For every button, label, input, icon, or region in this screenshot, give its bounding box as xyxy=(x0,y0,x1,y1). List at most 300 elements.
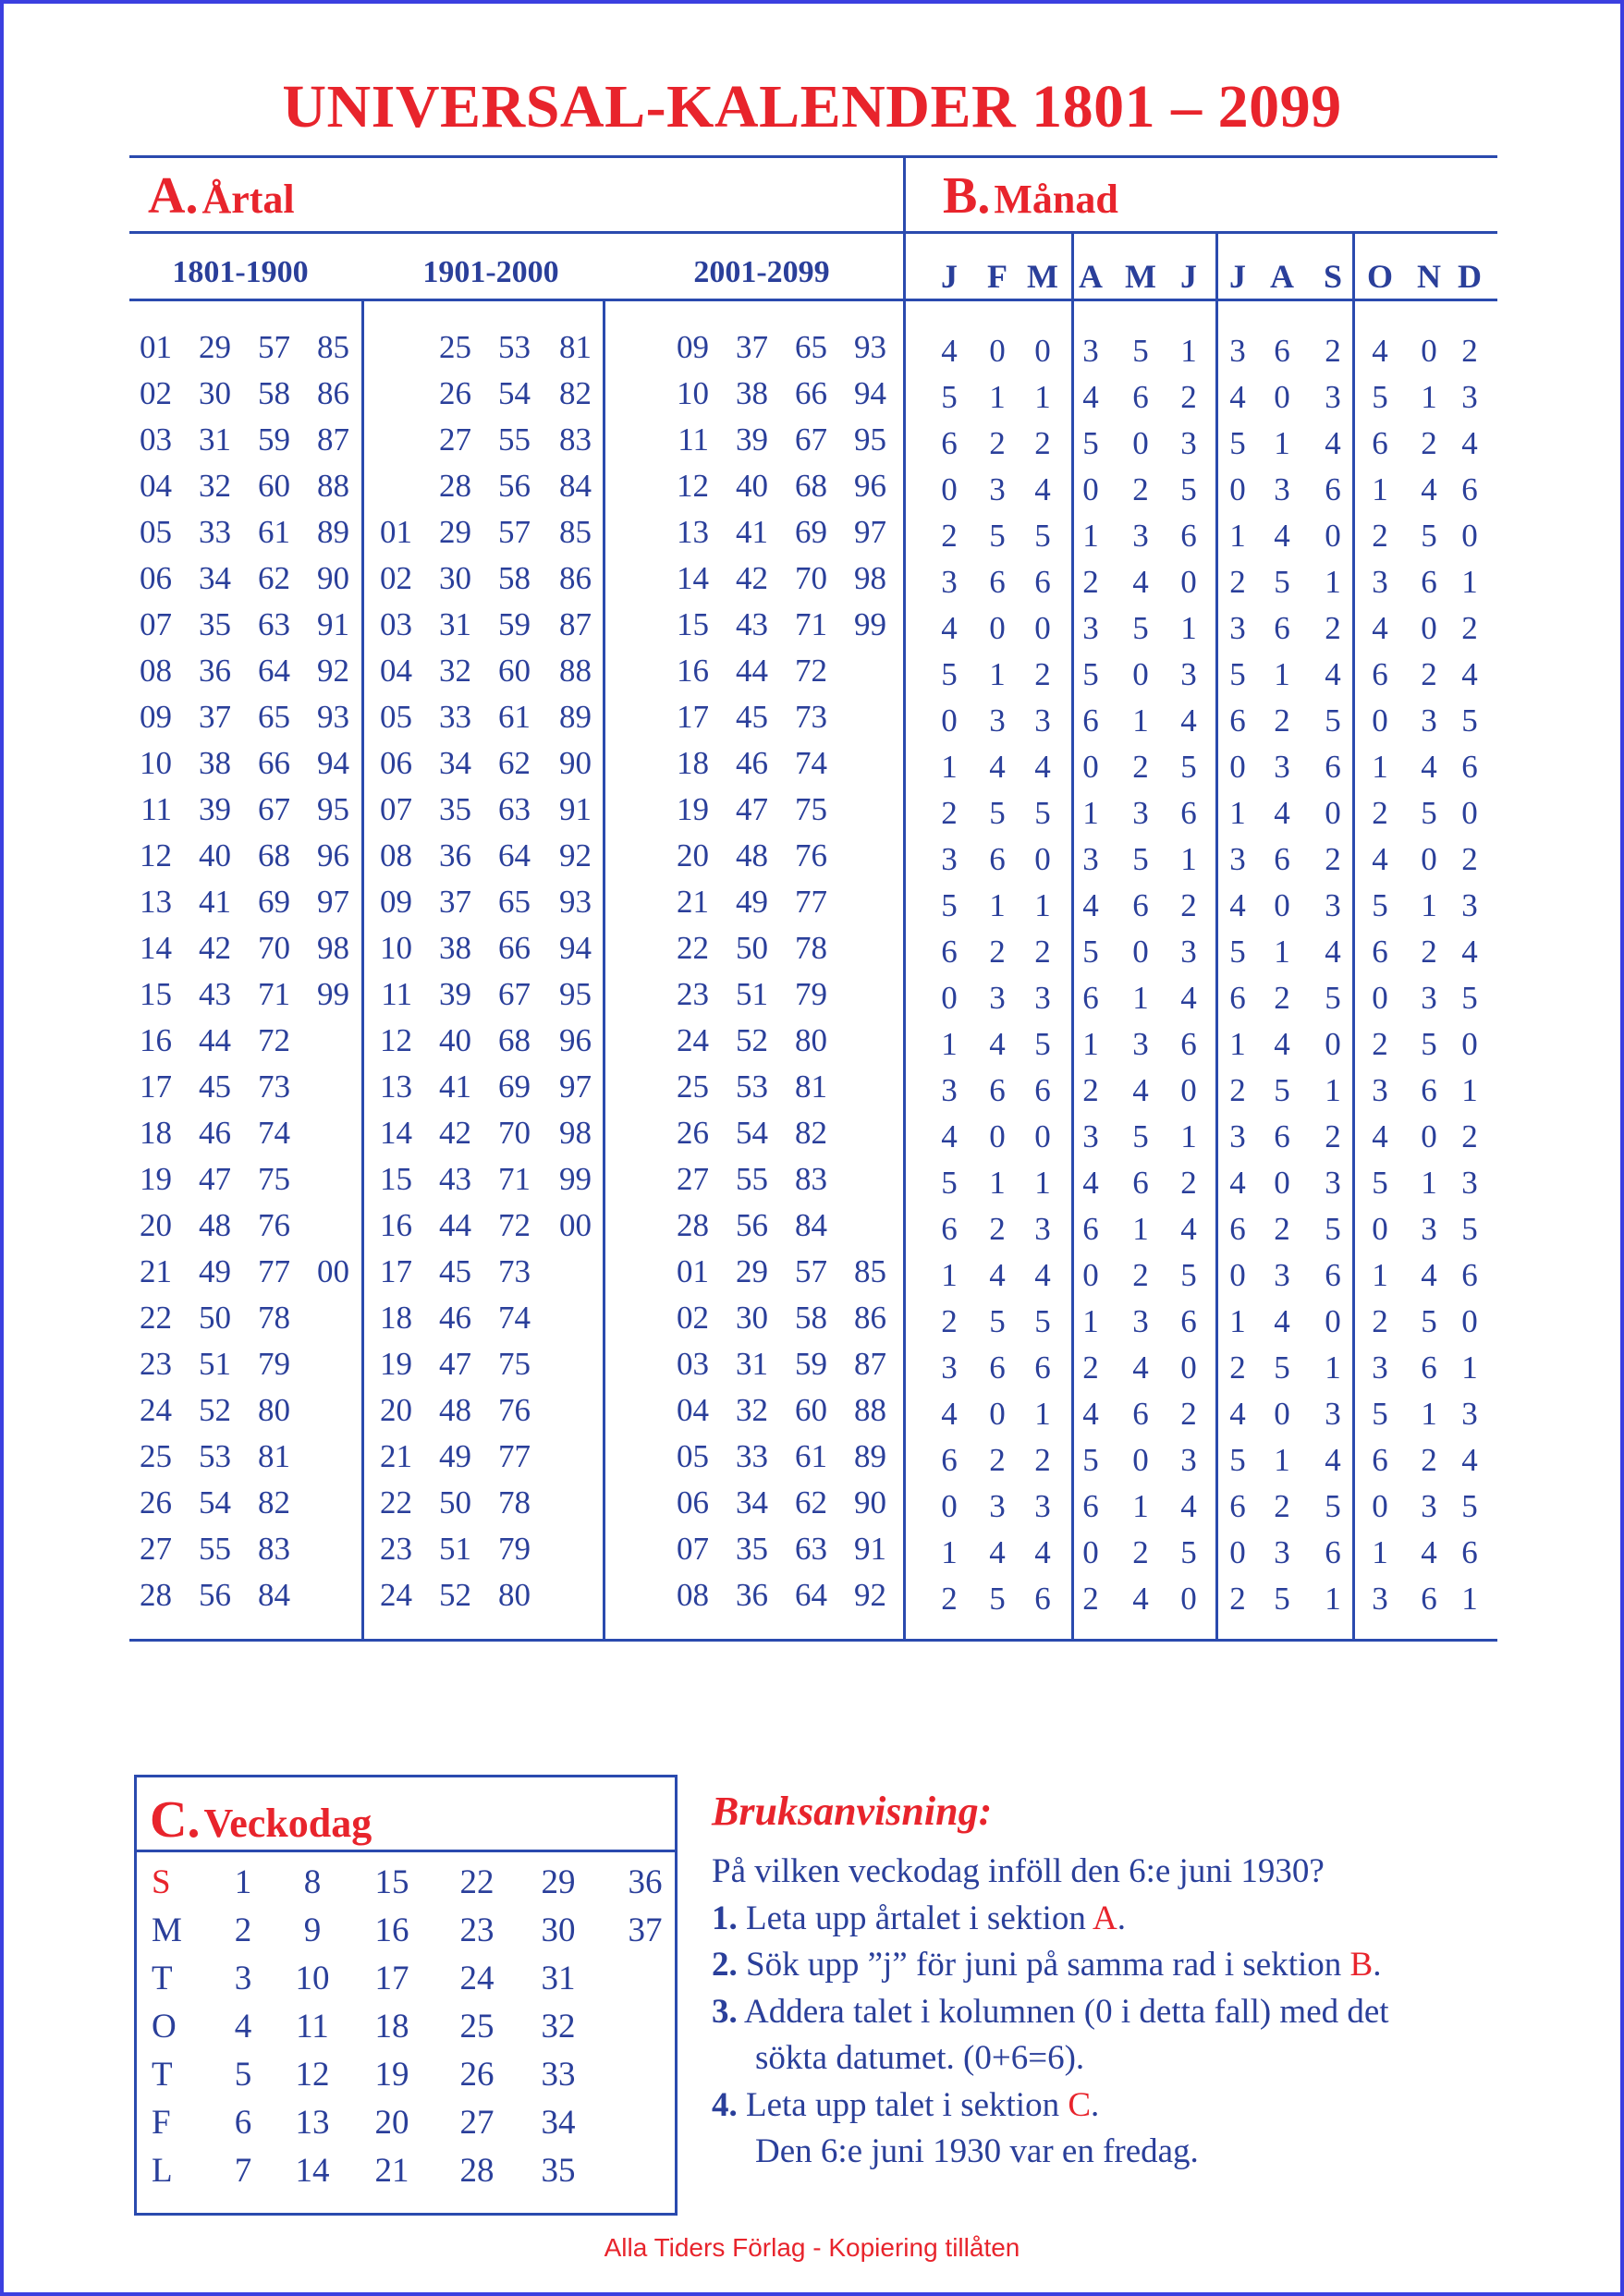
year-cell: 76 xyxy=(795,837,827,873)
month-cell: 5 xyxy=(1132,333,1149,369)
month-cell: 0 xyxy=(1132,1442,1149,1478)
year-cell: 62 xyxy=(498,745,531,781)
year-cell: 58 xyxy=(795,1300,827,1336)
weekday-number: 29 xyxy=(541,1863,576,1901)
month-header: S xyxy=(1323,258,1343,295)
month-cell: 4 xyxy=(1034,1257,1051,1293)
year-cell: 53 xyxy=(498,329,531,365)
month-cell: 5 xyxy=(1034,795,1051,831)
month-cell: 5 xyxy=(1180,471,1197,507)
year-cell: 68 xyxy=(258,837,290,873)
year-cell: 90 xyxy=(317,560,349,596)
month-cell: 6 xyxy=(1372,425,1388,461)
month-cell: 2 xyxy=(1180,1165,1197,1201)
month-cell: 1 xyxy=(1461,1072,1478,1108)
month-cell: 4 xyxy=(1229,887,1246,923)
month-cell: 4 xyxy=(1325,1442,1341,1478)
month-group-divider-2 xyxy=(1215,231,1218,1639)
weekday-number: 30 xyxy=(541,1911,576,1949)
year-cell: 70 xyxy=(795,560,827,596)
month-cell: 5 xyxy=(1082,656,1099,692)
month-cell: 4 xyxy=(1274,518,1290,554)
month-cell: 5 xyxy=(1229,1442,1246,1478)
month-cell: 6 xyxy=(1082,702,1099,739)
year-cell: 71 xyxy=(795,606,827,642)
year-cell: 23 xyxy=(380,1531,412,1567)
year-cell: 98 xyxy=(559,1115,592,1151)
month-cell: 0 xyxy=(1034,1118,1051,1154)
month-cell: 3 xyxy=(1421,1211,1437,1247)
year-cell: 73 xyxy=(498,1253,531,1289)
weekday-number: 8 xyxy=(303,1863,322,1901)
month-cell: 0 xyxy=(1180,1581,1197,1617)
month-cell: 2 xyxy=(1325,610,1341,646)
month-cell: 5 xyxy=(1082,1442,1099,1478)
year-cell: 25 xyxy=(677,1069,709,1105)
month-cell: 2 xyxy=(1372,518,1388,554)
month-cell: 1 xyxy=(1274,1442,1290,1478)
year-cell: 17 xyxy=(380,1253,412,1289)
year-cell: 54 xyxy=(199,1484,231,1520)
year-cell: 17 xyxy=(677,699,709,735)
month-cell: 6 xyxy=(1229,1488,1246,1524)
month-cell: 0 xyxy=(1082,471,1099,507)
month-cell: 3 xyxy=(1372,1350,1388,1386)
month-cell: 0 xyxy=(1082,749,1099,785)
month-cell: 5 xyxy=(1421,518,1437,554)
month-cell: 0 xyxy=(1274,379,1290,415)
month-cell: 5 xyxy=(1421,1303,1437,1339)
col-header-1801-1900: 1801-1900 xyxy=(172,255,309,289)
section-c-box xyxy=(134,1775,678,2216)
year-cell: 87 xyxy=(854,1346,886,1382)
month-cell: 5 xyxy=(1274,1581,1290,1617)
year-cell: 73 xyxy=(258,1069,290,1105)
month-cell: 3 xyxy=(1229,610,1246,646)
month-cell: 0 xyxy=(1461,1303,1478,1339)
month-cell: 6 xyxy=(989,564,1006,600)
year-cell: 75 xyxy=(498,1346,531,1382)
year-cell: 42 xyxy=(199,930,231,966)
month-cell: 5 xyxy=(1034,518,1051,554)
year-cell: 18 xyxy=(380,1300,412,1336)
weekday-number: 31 xyxy=(541,1960,576,1997)
year-cell: 40 xyxy=(439,1022,471,1058)
year-cell: 33 xyxy=(199,514,231,550)
month-group-divider-3 xyxy=(1352,231,1355,1639)
year-cell: 98 xyxy=(854,560,886,596)
year-cell: 48 xyxy=(439,1392,471,1428)
year-cell: 26 xyxy=(677,1115,709,1151)
month-cell: 6 xyxy=(1372,934,1388,970)
month-cell: 0 xyxy=(1229,1257,1246,1293)
month-cell: 4 xyxy=(1082,379,1099,415)
year-cell: 84 xyxy=(258,1577,290,1613)
year-cell: 00 xyxy=(559,1207,592,1243)
year-cell: 15 xyxy=(140,976,172,1012)
month-cell: 6 xyxy=(1274,1118,1290,1154)
year-cell: 79 xyxy=(258,1346,290,1382)
year-cell: 89 xyxy=(317,514,349,550)
month-cell: 1 xyxy=(1180,610,1197,646)
month-cell: 5 xyxy=(1461,1488,1478,1524)
month-cell: 6 xyxy=(1421,1581,1437,1617)
year-cell: 16 xyxy=(380,1207,412,1243)
month-cell: 4 xyxy=(1132,1072,1149,1108)
year-cell: 99 xyxy=(854,606,886,642)
weekday-number: 1 xyxy=(234,1863,252,1901)
month-cell: 1 xyxy=(989,1165,1006,1201)
month-cell: 1 xyxy=(1034,887,1051,923)
month-cell: 1 xyxy=(1325,564,1341,600)
month-cell: 0 xyxy=(941,702,958,739)
month-cell: 6 xyxy=(941,1211,958,1247)
year-cell: 64 xyxy=(795,1577,827,1613)
weekday-number: 15 xyxy=(374,1863,409,1901)
month-cell: 6 xyxy=(1034,1350,1051,1386)
year-cell: 51 xyxy=(439,1531,471,1567)
year-cell: 35 xyxy=(199,606,231,642)
month-cell: 6 xyxy=(1132,887,1149,923)
weekday-number: 22 xyxy=(459,1863,495,1901)
year-cell: 44 xyxy=(439,1207,471,1243)
month-cell: 0 xyxy=(1372,980,1388,1016)
year-cell: 45 xyxy=(439,1253,471,1289)
month-cell: 4 xyxy=(1132,1581,1149,1617)
month-cell: 1 xyxy=(941,1257,958,1293)
month-cell: 6 xyxy=(1132,379,1149,415)
month-cell: 4 xyxy=(1180,1211,1197,1247)
month-cell: 3 xyxy=(1034,1211,1051,1247)
section-c-header xyxy=(150,1790,372,1850)
month-cell: 5 xyxy=(1132,1118,1149,1154)
year-cell: 41 xyxy=(736,514,768,550)
year-cell: 24 xyxy=(140,1392,172,1428)
year-cell: 89 xyxy=(854,1438,886,1474)
year-cell: 71 xyxy=(498,1161,531,1197)
month-cell: 5 xyxy=(941,656,958,692)
month-cell: 1 xyxy=(1372,749,1388,785)
step-2-number: 2. xyxy=(712,1946,738,1984)
month-cell: 2 xyxy=(1180,379,1197,415)
month-cell: 2 xyxy=(1274,702,1290,739)
weekday-number: 11 xyxy=(296,2008,329,2046)
month-cell: 2 xyxy=(989,1442,1006,1478)
year-cell: 09 xyxy=(140,699,172,735)
month-cell: 2 xyxy=(1132,1534,1149,1570)
year-cell: 89 xyxy=(559,699,592,735)
month-cell: 0 xyxy=(1132,656,1149,692)
month-cell: 6 xyxy=(1372,656,1388,692)
month-cell: 3 xyxy=(989,471,1006,507)
year-cell: 41 xyxy=(439,1069,471,1105)
year-cell: 06 xyxy=(140,560,172,596)
month-header: F xyxy=(987,258,1007,295)
weekday-number: 17 xyxy=(374,1960,409,1997)
month-cell: 4 xyxy=(1082,1165,1099,1201)
month-cell: 6 xyxy=(1325,749,1341,785)
year-cell: 66 xyxy=(498,930,531,966)
year-cell: 18 xyxy=(677,745,709,781)
year-cell: 94 xyxy=(317,745,349,781)
month-cell: 2 xyxy=(1082,1072,1099,1108)
year-cell: 29 xyxy=(736,1253,768,1289)
step-2-ref: B xyxy=(1349,1946,1374,1984)
month-cell: 4 xyxy=(1372,333,1388,369)
month-cell: 3 xyxy=(1180,656,1197,692)
year-cell: 97 xyxy=(854,514,886,550)
month-cell: 5 xyxy=(941,1165,958,1201)
year-cell: 02 xyxy=(380,560,412,596)
month-cell: 4 xyxy=(1132,1350,1149,1386)
month-cell: 3 xyxy=(1034,980,1051,1016)
year-cell: 95 xyxy=(559,976,592,1012)
month-cell: 3 xyxy=(1274,471,1290,507)
month-cell: 4 xyxy=(1132,564,1149,600)
month-cell: 4 xyxy=(989,749,1006,785)
section-b-label: Månad xyxy=(994,177,1118,222)
weekday-number: 25 xyxy=(459,2008,495,2046)
year-cell: 13 xyxy=(140,884,172,920)
section-b-header xyxy=(943,166,1118,226)
month-cell: 0 xyxy=(1229,749,1246,785)
year-cell: 20 xyxy=(677,837,709,873)
month-cell: 3 xyxy=(1180,934,1197,970)
month-cell: 1 xyxy=(989,379,1006,415)
month-cell: 4 xyxy=(941,1396,958,1432)
month-cell: 1 xyxy=(989,887,1006,923)
month-cell: 1 xyxy=(1372,471,1388,507)
month-cell: 1 xyxy=(1132,1211,1149,1247)
year-cell: 11 xyxy=(140,791,172,827)
year-cell: 69 xyxy=(795,514,827,550)
month-cell: 6 xyxy=(1132,1165,1149,1201)
month-cell: 6 xyxy=(941,934,958,970)
year-cell: 74 xyxy=(258,1115,290,1151)
month-cell: 1 xyxy=(941,1534,958,1570)
month-cell: 4 xyxy=(1421,471,1437,507)
year-cell: 52 xyxy=(439,1577,471,1613)
year-cell: 82 xyxy=(795,1115,827,1151)
month-cell: 6 xyxy=(989,1072,1006,1108)
year-cell: 75 xyxy=(258,1161,290,1197)
month-cell: 1 xyxy=(1229,795,1246,831)
section-a-letter: A. xyxy=(148,167,199,225)
weekday-number: 24 xyxy=(459,1960,495,1997)
month-cell: 0 xyxy=(1132,934,1149,970)
month-cell: 1 xyxy=(1180,333,1197,369)
weekday-number: 18 xyxy=(374,2008,409,2046)
month-cell: 2 xyxy=(1461,841,1478,877)
year-cell: 14 xyxy=(140,930,172,966)
year-cell: 30 xyxy=(439,560,471,596)
year-cell: 64 xyxy=(258,653,290,689)
month-cell: 4 xyxy=(1372,1118,1388,1154)
year-cell: 61 xyxy=(258,514,290,550)
month-cell: 3 xyxy=(941,1350,958,1386)
year-cell: 36 xyxy=(736,1577,768,1613)
year-cell: 20 xyxy=(140,1207,172,1243)
weekday-number: 12 xyxy=(295,2056,330,2094)
step-4-ref: C xyxy=(1068,2086,1092,2124)
year-cell: 10 xyxy=(380,930,412,966)
month-cell: 5 xyxy=(1372,1165,1388,1201)
year-cell: 47 xyxy=(439,1346,471,1382)
year-cell: 24 xyxy=(380,1577,412,1613)
year-cell: 39 xyxy=(439,976,471,1012)
month-cell: 0 xyxy=(1461,1026,1478,1062)
page-title: UNIVERSAL-KALENDER 1801 – 2099 xyxy=(282,73,1342,140)
year-cell: 21 xyxy=(140,1253,172,1289)
year-cell: 92 xyxy=(559,837,592,873)
month-cell: 6 xyxy=(1082,1211,1099,1247)
month-cell: 5 xyxy=(1325,702,1341,739)
year-cell: 68 xyxy=(795,468,827,504)
year-cell: 34 xyxy=(736,1484,768,1520)
year-cell: 14 xyxy=(380,1115,412,1151)
month-cell: 2 xyxy=(989,425,1006,461)
instruction-step-3 xyxy=(712,1992,1389,2032)
month-cell: 3 xyxy=(1421,1488,1437,1524)
year-cell: 90 xyxy=(559,745,592,781)
year-cell: 23 xyxy=(677,976,709,1012)
month-cell: 5 xyxy=(1132,610,1149,646)
month-cell: 2 xyxy=(1082,564,1099,600)
month-cell: 1 xyxy=(1034,1165,1051,1201)
step-2-end: . xyxy=(1373,1946,1382,1984)
section-c-divider xyxy=(137,1850,675,1852)
year-cell: 86 xyxy=(854,1300,886,1336)
month-cell: 5 xyxy=(1372,1396,1388,1432)
year-cell: 36 xyxy=(439,837,471,873)
year-cell: 55 xyxy=(736,1161,768,1197)
month-cell: 3 xyxy=(1325,887,1341,923)
year-cell: 50 xyxy=(439,1484,471,1520)
weekday-number: 19 xyxy=(374,2056,409,2094)
year-cell: 66 xyxy=(258,745,290,781)
year-cell: 94 xyxy=(559,930,592,966)
month-cell: 0 xyxy=(1421,333,1437,369)
month-cell: 3 xyxy=(1421,702,1437,739)
year-cell: 65 xyxy=(498,884,531,920)
year-cell: 78 xyxy=(498,1484,531,1520)
month-cell: 0 xyxy=(1082,1534,1099,1570)
month-cell: 3 xyxy=(1372,564,1388,600)
month-cell: 5 xyxy=(1274,1350,1290,1386)
month-cell: 0 xyxy=(1132,425,1149,461)
year-cell: 33 xyxy=(439,699,471,735)
year-cell: 27 xyxy=(677,1161,709,1197)
year-cell: 48 xyxy=(199,1207,231,1243)
year-cell: 50 xyxy=(736,930,768,966)
footer-credit: Alla Tiders Förlag - Kopiering tillåten xyxy=(604,2233,1020,2262)
month-cell: 4 xyxy=(1421,1534,1437,1570)
year-cell: 78 xyxy=(258,1300,290,1336)
year-cell: 51 xyxy=(736,976,768,1012)
year-cell: 17 xyxy=(140,1069,172,1105)
year-cell: 48 xyxy=(736,837,768,873)
month-cell: 4 xyxy=(1034,749,1051,785)
month-cell: 5 xyxy=(989,1303,1006,1339)
month-cell: 2 xyxy=(1229,1350,1246,1386)
year-cell: 79 xyxy=(498,1531,531,1567)
year-cell: 65 xyxy=(795,329,827,365)
month-cell: 2 xyxy=(941,1581,958,1617)
year-cell: 77 xyxy=(498,1438,531,1474)
year-cell: 44 xyxy=(199,1022,231,1058)
month-cell: 2 xyxy=(1132,471,1149,507)
month-cell: 5 xyxy=(1132,841,1149,877)
month-cell: 5 xyxy=(1461,702,1478,739)
month-cell: 3 xyxy=(1034,1488,1051,1524)
instructions-heading: Bruksanvisning: xyxy=(712,1789,993,1834)
month-cell: 5 xyxy=(989,518,1006,554)
year-cell: 46 xyxy=(439,1300,471,1336)
year-cell: 08 xyxy=(380,837,412,873)
year-cell: 16 xyxy=(140,1022,172,1058)
year-cell: 23 xyxy=(140,1346,172,1382)
month-cell: 0 xyxy=(1325,1303,1341,1339)
month-cell: 1 xyxy=(941,1026,958,1062)
month-cell: 0 xyxy=(941,1488,958,1524)
month-cell: 6 xyxy=(1180,1303,1197,1339)
year-cell: 07 xyxy=(380,791,412,827)
year-cell: 80 xyxy=(258,1392,290,1428)
month-cell: 5 xyxy=(1325,1211,1341,1247)
year-col-divider-2 xyxy=(603,299,605,1639)
step-1-ref: A xyxy=(1093,1899,1117,1937)
year-cell: 99 xyxy=(317,976,349,1012)
year-cell: 56 xyxy=(199,1577,231,1613)
month-header: N xyxy=(1417,258,1441,295)
year-cell: 58 xyxy=(258,375,290,411)
month-cell: 0 xyxy=(989,610,1006,646)
month-cell: 2 xyxy=(941,1303,958,1339)
month-cell: 1 xyxy=(1034,1396,1051,1432)
year-cell: 24 xyxy=(677,1022,709,1058)
year-cell: 47 xyxy=(199,1161,231,1197)
month-cell: 5 xyxy=(1180,1534,1197,1570)
month-cell: 3 xyxy=(1132,1303,1149,1339)
month-cell: 1 xyxy=(1274,425,1290,461)
month-cell: 4 xyxy=(941,333,958,369)
month-cell: 1 xyxy=(1274,656,1290,692)
year-cell: 36 xyxy=(199,653,231,689)
year-cell: 57 xyxy=(258,329,290,365)
month-cell: 4 xyxy=(1461,425,1478,461)
year-cell: 87 xyxy=(317,421,349,458)
month-cell: 6 xyxy=(1229,1211,1246,1247)
month-cell: 4 xyxy=(1325,425,1341,461)
year-cell: 55 xyxy=(199,1531,231,1567)
year-cell: 04 xyxy=(140,468,172,504)
month-cell: 0 xyxy=(989,1396,1006,1432)
year-cell: 43 xyxy=(439,1161,471,1197)
weekday-number: 33 xyxy=(541,2056,576,2094)
year-cell: 74 xyxy=(795,745,827,781)
weekday-number: 5 xyxy=(234,2056,252,2094)
month-header: J xyxy=(941,258,958,295)
instruction-step-1 xyxy=(712,1899,1126,1938)
weekday-label: T xyxy=(152,2056,173,2094)
year-cell: 04 xyxy=(677,1392,709,1428)
year-cell: 39 xyxy=(199,791,231,827)
year-cell: 86 xyxy=(559,560,592,596)
year-cell: 33 xyxy=(736,1438,768,1474)
instruction-step-4 xyxy=(712,2085,1099,2125)
month-cell: 2 xyxy=(1461,333,1478,369)
weekday-number: 28 xyxy=(459,2152,495,2190)
